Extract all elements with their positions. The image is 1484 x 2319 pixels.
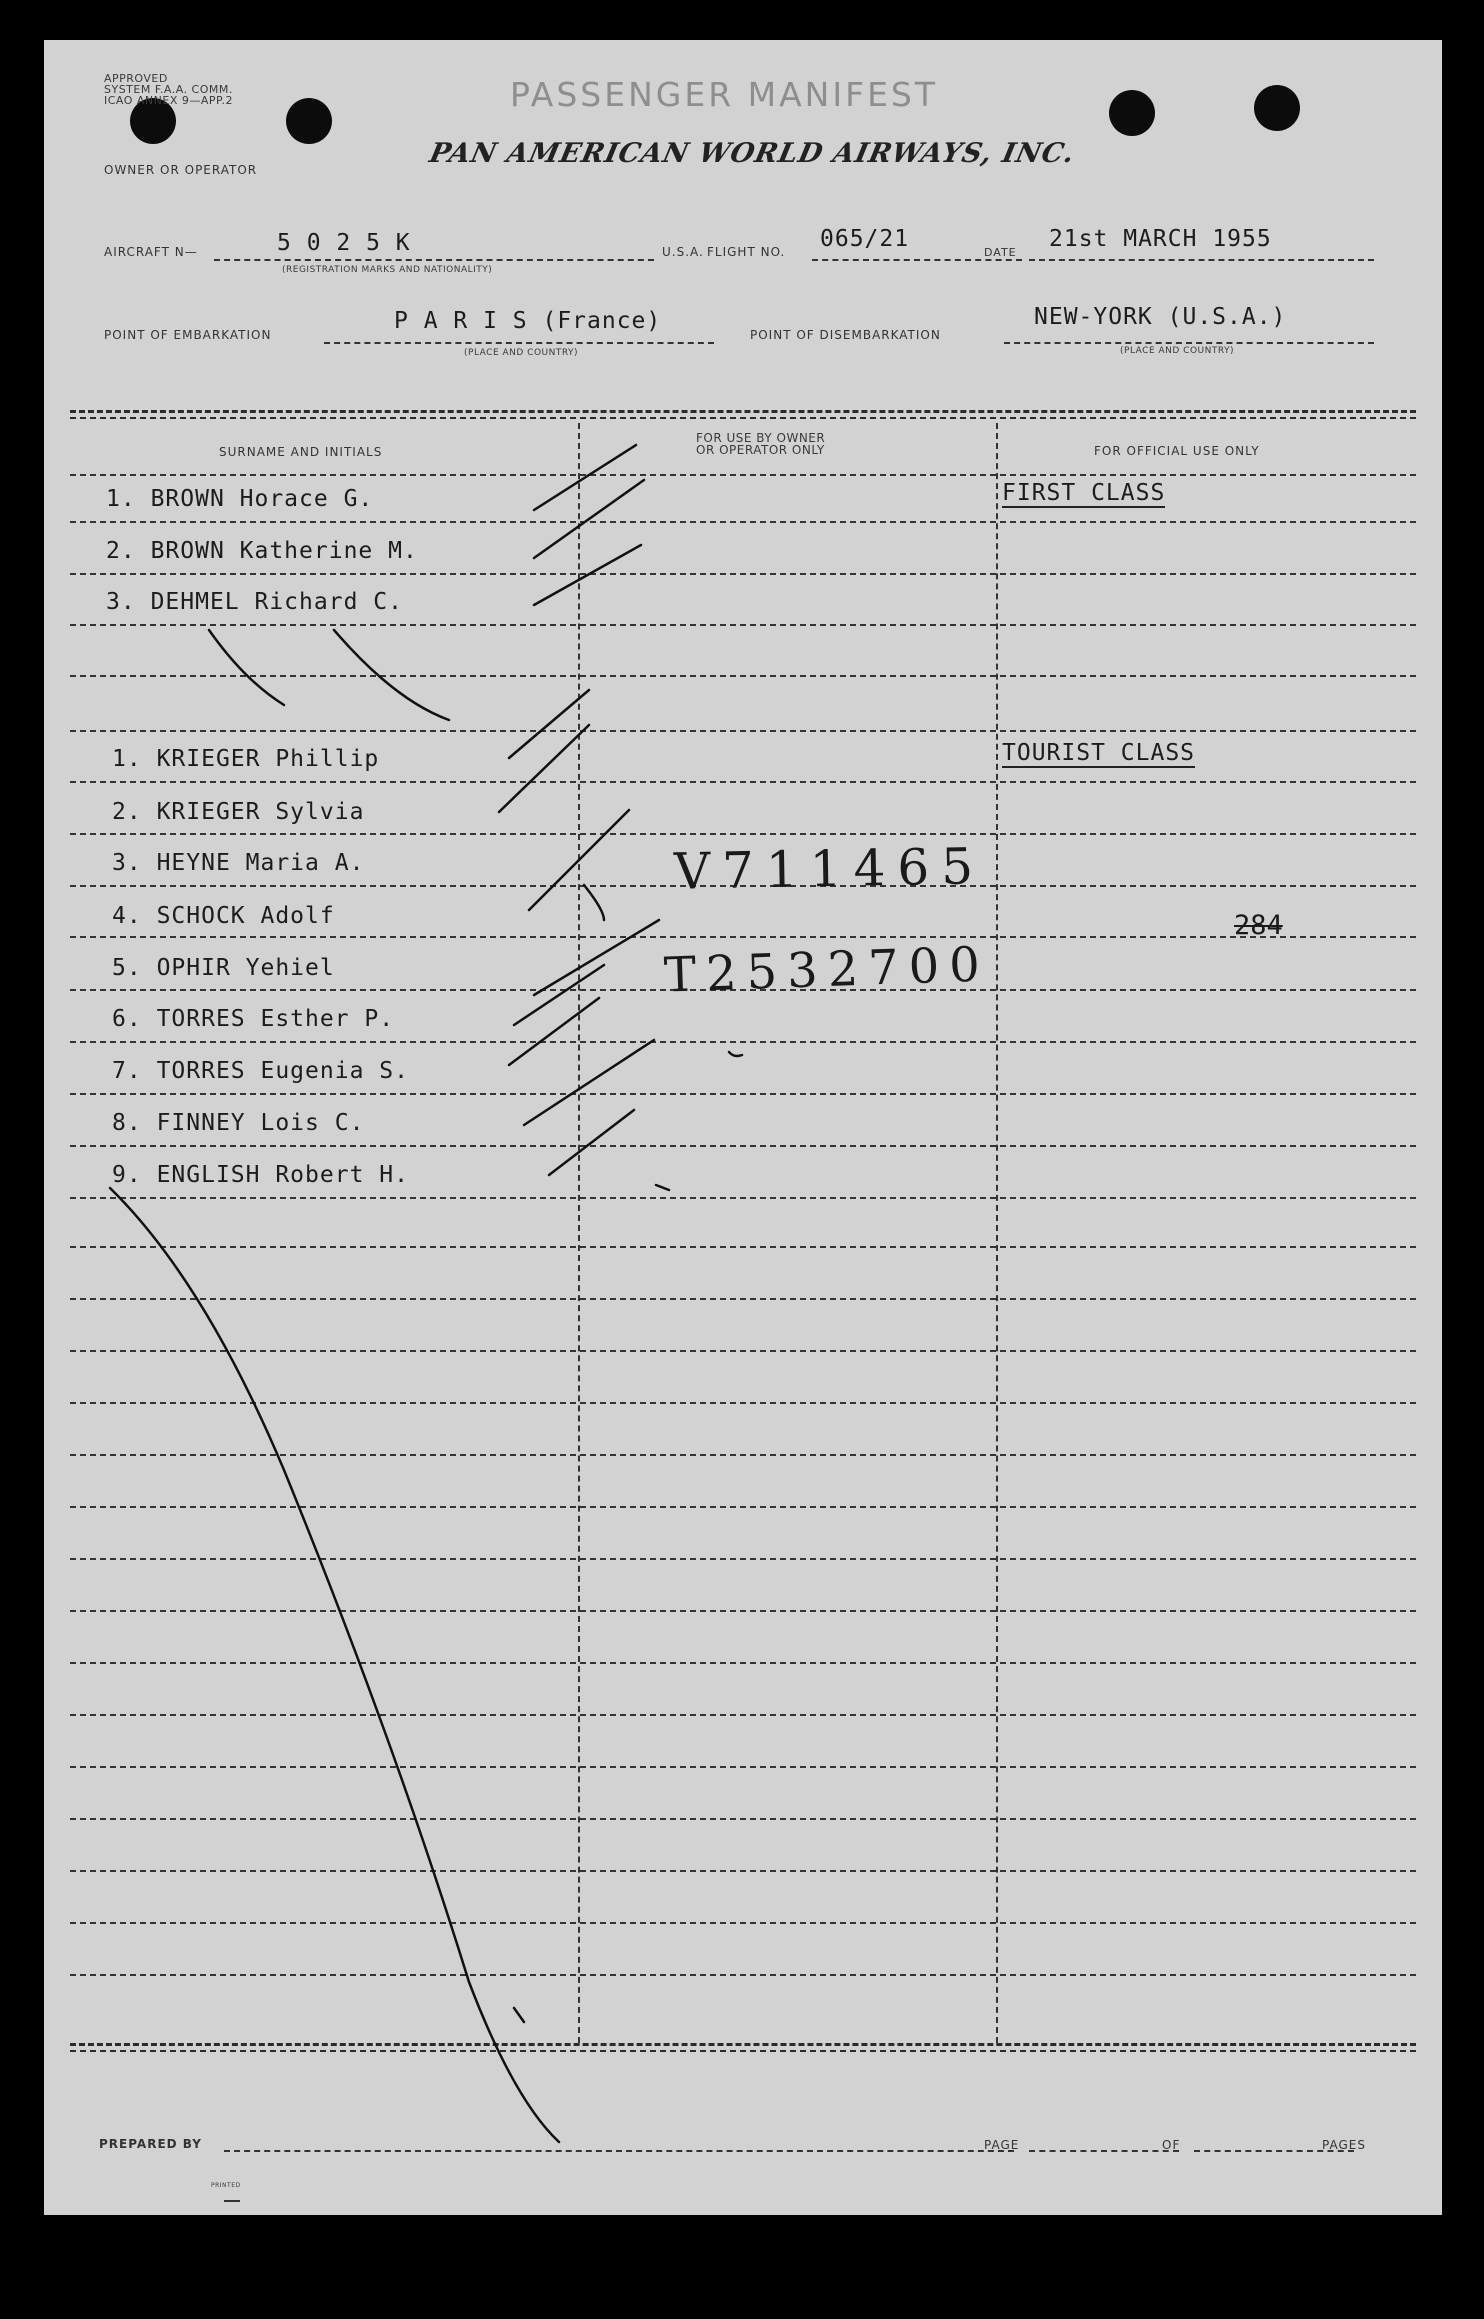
passenger-row bbox=[112, 955, 335, 981]
approval-block bbox=[104, 73, 233, 106]
table-row-rule bbox=[70, 1610, 1416, 1612]
passenger-row bbox=[112, 746, 379, 772]
flight-number: 065/21 bbox=[820, 226, 910, 252]
first-class-label: FIRST CLASS bbox=[1002, 480, 1166, 506]
prepared-by-underline bbox=[224, 2150, 1014, 2152]
table-row-rule bbox=[70, 936, 1416, 938]
passenger-row bbox=[106, 486, 373, 512]
check-mark-1 bbox=[534, 445, 636, 510]
flight-label: FLIGHT NO. bbox=[707, 245, 786, 259]
owner-label: OWNER OR OPERATOR bbox=[104, 163, 258, 177]
passenger-name: DEHMEL Richard C. bbox=[150, 589, 403, 615]
disembark-place: NEW-YORK (U.S.A.) bbox=[1034, 304, 1287, 330]
disembark-label: POINT OF DISEMBARKATION bbox=[750, 328, 941, 342]
col-header-official: FOR OFFICIAL USE ONLY bbox=[1094, 444, 1260, 458]
page-underline bbox=[1029, 2150, 1179, 2152]
prepared-by-label: PREPARED BY bbox=[99, 2137, 202, 2151]
column-divider-1 bbox=[578, 423, 580, 2043]
col-header-owner-line-2: OR OPERATOR ONLY bbox=[696, 443, 825, 457]
table-row-rule bbox=[70, 1870, 1416, 1872]
passenger-name: TORRES Esther P. bbox=[156, 1006, 395, 1032]
table-row-rule bbox=[70, 1974, 1416, 1976]
owner-name: PAN AMERICAN WORLD AIRWAYS, INC. bbox=[426, 138, 1078, 169]
passenger-name: TORRES Eugenia S. bbox=[156, 1058, 409, 1084]
row-number: 4. bbox=[112, 903, 142, 929]
handwritten-official-mark: 284 bbox=[1234, 910, 1283, 941]
table-row-rule bbox=[70, 781, 1416, 783]
punch-hole-right-2 bbox=[1254, 85, 1300, 131]
aircraft-label: AIRCRAFT N— bbox=[104, 245, 198, 259]
of-label: OF bbox=[1162, 2138, 1181, 2152]
approval-line-3: ICAO ANNEX 9—APP.2 bbox=[104, 94, 233, 107]
check-mark-7 bbox=[584, 885, 604, 920]
table-row-rule bbox=[70, 1093, 1416, 1095]
aircraft-underline bbox=[214, 259, 654, 261]
row-number: 2. bbox=[106, 538, 136, 564]
flight-underline bbox=[812, 259, 1022, 261]
passenger-name: KRIEGER Sylvia bbox=[156, 799, 365, 825]
page-title: PASSENGER MANIFEST bbox=[510, 75, 939, 114]
printer-stamp-dash bbox=[224, 2200, 240, 2202]
passenger-row bbox=[112, 850, 364, 876]
table-row-rule bbox=[70, 1714, 1416, 1716]
table-row-rule bbox=[70, 521, 1416, 523]
embark-underline bbox=[324, 342, 714, 344]
check-mark-8 bbox=[534, 920, 659, 995]
check-mark-12 bbox=[549, 1110, 634, 1175]
passenger-name: ENGLISH Robert H. bbox=[156, 1162, 409, 1188]
check-mark-10 bbox=[509, 998, 599, 1065]
long-void-stroke bbox=[110, 1188, 559, 2142]
flight-date: 21st MARCH 1955 bbox=[1049, 226, 1272, 252]
passenger-row bbox=[112, 1006, 394, 1032]
handwritten-note-a: V711465 bbox=[673, 837, 986, 901]
aircraft-number: 5 0 2 5 K bbox=[277, 230, 411, 256]
page-label: PAGE bbox=[984, 2138, 1020, 2152]
table-row-rule bbox=[70, 1818, 1416, 1820]
row-number: 3. bbox=[112, 850, 142, 876]
disembark-note: (PLACE AND COUNTRY) bbox=[1120, 346, 1235, 356]
table-row-rule bbox=[70, 1558, 1416, 1560]
table-row-rule bbox=[70, 474, 1416, 476]
table-row-rule bbox=[70, 1506, 1416, 1508]
table-row-rule bbox=[70, 573, 1416, 575]
col-header-surname: SURNAME AND INITIALS bbox=[219, 445, 383, 459]
table-row-rule bbox=[70, 1922, 1416, 1924]
first-class-strike-1 bbox=[209, 630, 284, 705]
table-row-rule bbox=[70, 1766, 1416, 1768]
table-row-rule bbox=[70, 1145, 1416, 1147]
table-row-rule bbox=[70, 1662, 1416, 1664]
row-number: 5. bbox=[112, 955, 142, 981]
table-row-rule bbox=[70, 1298, 1416, 1300]
embark-label: POINT OF EMBARKATION bbox=[104, 328, 272, 342]
check-mark-11 bbox=[524, 1040, 654, 1125]
printer-stamp: PRINTED bbox=[211, 2182, 241, 2189]
table-row-rule bbox=[70, 1041, 1416, 1043]
date-label: DATE bbox=[984, 246, 1017, 259]
disembark-underline bbox=[1004, 342, 1374, 344]
passenger-row bbox=[106, 589, 403, 615]
check-mark-5 bbox=[499, 725, 589, 812]
check-mark-9 bbox=[514, 965, 604, 1025]
row-number: 6. bbox=[112, 1006, 142, 1032]
row-number: 3. bbox=[106, 589, 136, 615]
passenger-name: FINNEY Lois C. bbox=[156, 1110, 365, 1136]
embark-note: (PLACE AND COUNTRY) bbox=[464, 348, 579, 358]
passenger-row bbox=[112, 903, 335, 929]
row-number: 1. bbox=[112, 746, 142, 772]
table-row-rule bbox=[70, 1454, 1416, 1456]
table-row-rule bbox=[70, 730, 1416, 732]
passenger-row bbox=[112, 799, 364, 825]
check-mark-3 bbox=[534, 545, 641, 605]
approval-line-2: SYSTEM F.A.A. COMM. bbox=[104, 83, 233, 96]
passenger-row bbox=[106, 538, 418, 564]
row-number: 8. bbox=[112, 1110, 142, 1136]
table-row-rule bbox=[70, 675, 1416, 677]
check-mark-4 bbox=[509, 690, 589, 758]
table-row-rule bbox=[70, 1246, 1416, 1248]
approval-line-1: APPROVED bbox=[104, 72, 168, 85]
row-number: 9. bbox=[112, 1162, 142, 1188]
table-top-rule-2 bbox=[70, 417, 1416, 419]
column-divider-2 bbox=[996, 423, 998, 2043]
passenger-name: HEYNE Maria A. bbox=[156, 850, 365, 876]
table-bottom-rule bbox=[70, 2043, 1416, 2046]
row-number: 7. bbox=[112, 1058, 142, 1084]
row-number: 1. bbox=[106, 486, 136, 512]
passenger-name: BROWN Katherine M. bbox=[150, 538, 418, 564]
handwritten-dash bbox=[656, 1185, 669, 1190]
passenger-name: KRIEGER Phillip bbox=[156, 746, 380, 772]
handwritten-tick bbox=[729, 1052, 742, 1056]
passenger-row bbox=[112, 1058, 409, 1084]
col-header-owner-line-1: FOR USE BY OWNER bbox=[696, 431, 826, 445]
passenger-name: SCHOCK Adolf bbox=[156, 903, 335, 929]
table-row-rule bbox=[70, 624, 1416, 626]
handwritten-note-b: T2532700 bbox=[663, 936, 991, 1004]
table-row-rule bbox=[70, 1350, 1416, 1352]
tourist-class-label: TOURIST CLASS bbox=[1002, 740, 1196, 766]
table-row-rule bbox=[70, 833, 1416, 835]
table-row-rule bbox=[70, 1197, 1416, 1199]
punch-hole-right bbox=[1109, 90, 1155, 136]
usa-label: U.S.A. bbox=[662, 245, 704, 259]
row-number: 2. bbox=[112, 799, 142, 825]
passenger-name: OPHIR Yehiel bbox=[156, 955, 335, 981]
date-underline bbox=[1029, 259, 1374, 261]
table-row-rule bbox=[70, 1402, 1416, 1404]
pages-label: PAGES bbox=[1322, 2138, 1366, 2152]
passenger-name: BROWN Horace G. bbox=[150, 486, 374, 512]
void-stroke-tick bbox=[514, 2008, 524, 2022]
table-top-rule bbox=[70, 410, 1416, 413]
embark-place: P A R I S (France) bbox=[394, 308, 662, 334]
table-bottom-rule-2 bbox=[70, 2050, 1416, 2052]
check-mark-2 bbox=[534, 480, 644, 558]
registration-note: (REGISTRATION MARKS AND NATIONALITY) bbox=[282, 265, 493, 275]
passenger-row bbox=[112, 1162, 409, 1188]
passenger-row bbox=[112, 1110, 364, 1136]
manifest-sheet bbox=[44, 40, 1442, 2215]
punch-hole-left-2 bbox=[286, 98, 332, 144]
